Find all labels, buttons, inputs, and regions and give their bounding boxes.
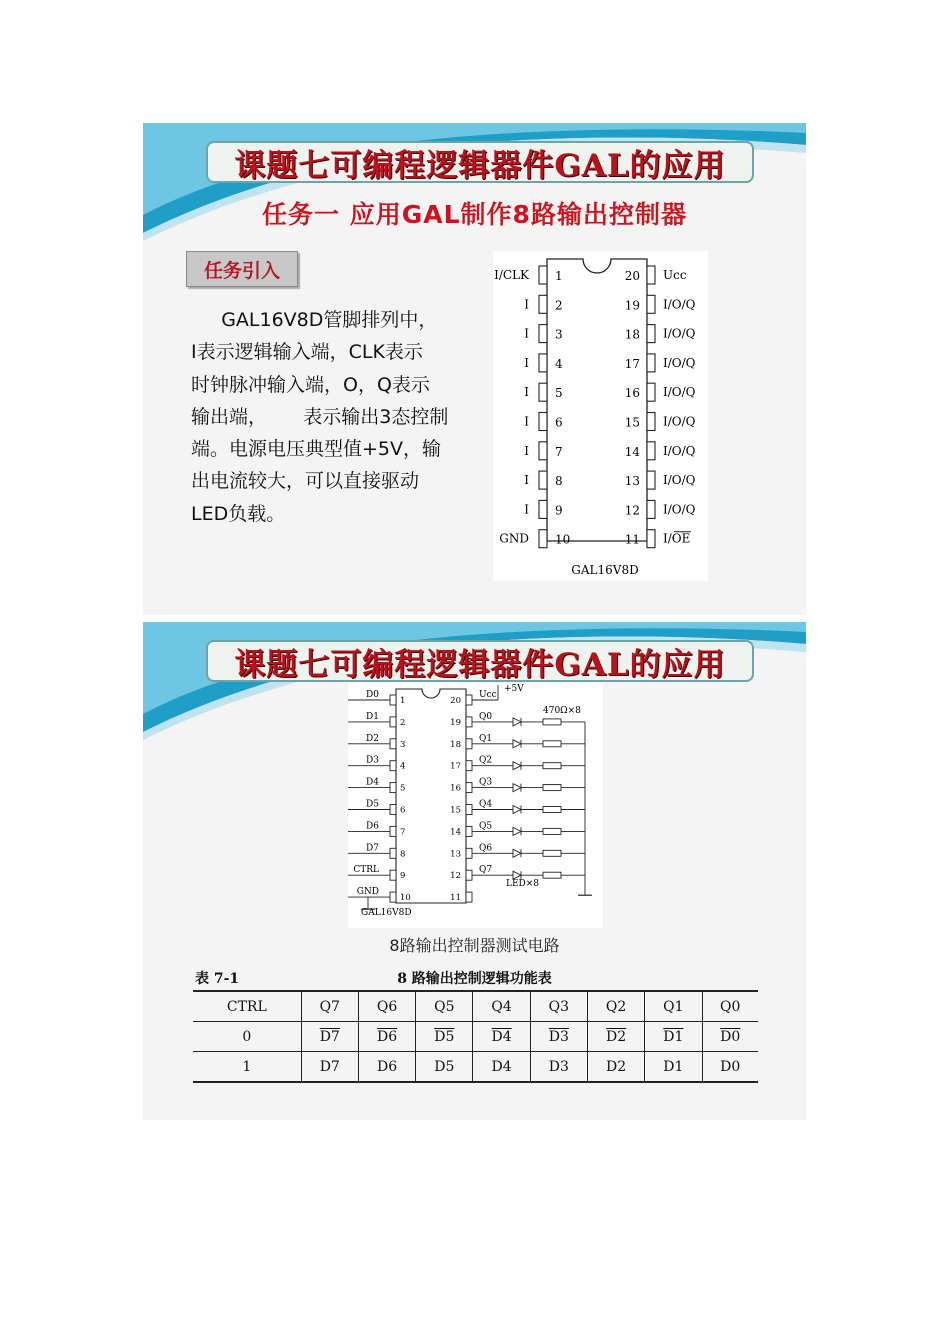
table-cell: D1 (645, 1052, 702, 1083)
table-header-cell: Q7 (301, 991, 358, 1022)
pin-label: Q2 (479, 755, 493, 766)
paragraph-line: 输出端， 表示输出3态控制 (191, 405, 449, 428)
pin-label: I/O/Q (663, 502, 696, 517)
pin-box (539, 266, 547, 284)
table-cell: D3 (530, 1052, 587, 1083)
pin-number: 18 (624, 327, 640, 342)
pin-number: 9 (400, 871, 406, 882)
pin-number: 9 (555, 503, 563, 518)
resistor-icon (543, 850, 561, 856)
pin-box (647, 383, 655, 401)
pin-number: 6 (555, 415, 563, 430)
table-cell: D5 (416, 1052, 473, 1083)
table-row (193, 1022, 758, 1052)
pin-label: Q7 (479, 865, 493, 876)
pin-label: I (524, 502, 529, 517)
led-label: LED×8 (506, 879, 540, 889)
table-cell: D5 (416, 1022, 473, 1052)
pin-label: I (524, 297, 529, 312)
resistor-icon (543, 807, 561, 813)
resistor-icon (543, 785, 561, 791)
pin-label: Q4 (479, 799, 493, 810)
table-cell: D3 (530, 1022, 587, 1052)
pin-label: GND (499, 531, 529, 546)
table-header-row (193, 991, 758, 1022)
pin-number: 20 (450, 696, 461, 706)
pin-box (647, 325, 655, 343)
pin-number: 4 (400, 761, 406, 772)
slide-1 (143, 123, 806, 615)
pin-number: 17 (450, 761, 461, 772)
table-number: 表 7-1 (195, 971, 240, 987)
pin-number: 7 (555, 444, 563, 459)
table-cell: D0 (702, 1022, 758, 1052)
pin-number: 6 (400, 805, 406, 816)
table-cell: D4 (473, 1022, 530, 1052)
pin-box (647, 295, 655, 313)
pin-box (466, 761, 472, 771)
pin-label: Q3 (479, 777, 493, 788)
pin-number: 20 (624, 269, 640, 283)
pin-number: 14 (624, 444, 640, 459)
pin-number: 3 (400, 739, 406, 750)
pin-label: D7 (366, 843, 379, 854)
resistor-icon (543, 741, 561, 747)
pin-box (539, 413, 547, 431)
pin-label: D5 (366, 799, 379, 810)
pin-number: 19 (624, 298, 640, 313)
pin-box (539, 325, 547, 343)
pin-box (466, 892, 472, 902)
table-row (193, 1052, 758, 1083)
pin-number: 13 (624, 474, 640, 489)
table-cell: D7 (301, 1022, 358, 1052)
table-cell: 1 (242, 1058, 252, 1075)
pin-label: Q6 (479, 843, 493, 854)
pin-box (466, 848, 472, 858)
pin-box (647, 500, 655, 518)
pin-box (539, 471, 547, 489)
table-cell: D2 (587, 1022, 644, 1052)
pin-label: I (524, 326, 529, 341)
pin-label: I (524, 473, 529, 488)
pin-box (539, 383, 547, 401)
table-cell: D7 (301, 1052, 358, 1083)
pin-label: I/O/Q (663, 355, 696, 370)
pin-label: D6 (366, 821, 379, 832)
pin-number: 10 (400, 893, 411, 904)
pin-number: 11 (450, 893, 461, 904)
slide-title-box (206, 141, 754, 183)
table-title: 8 路输出控制逻辑功能表 (397, 971, 552, 987)
pin-box (390, 717, 396, 727)
circuit-chip-name: GAL16V8D (361, 908, 412, 918)
table-cell: D1 (645, 1022, 702, 1052)
pin-number: 14 (450, 827, 461, 838)
pin-label: GND (356, 887, 379, 898)
paragraph-line: 端。电源电压典型值+5V，输 (191, 438, 442, 461)
paragraph-line: LED负载。 (191, 502, 286, 525)
pin-box (647, 471, 655, 489)
pin-label: I/OE (663, 531, 691, 546)
pin-label: I/O/Q (663, 297, 696, 312)
table-header-cell: Q2 (587, 991, 644, 1022)
table-header-cell: Q4 (473, 991, 530, 1022)
table-cell: D4 (473, 1052, 530, 1083)
table-header-cell: Q0 (702, 991, 758, 1022)
pin-label: D4 (366, 777, 379, 788)
table-header-cell: Q6 (358, 991, 415, 1022)
table-cell: D6 (358, 1052, 415, 1083)
paragraph-line: GAL16V8D管脚排列中， (191, 309, 438, 331)
pin-box (390, 761, 396, 771)
pin-box (390, 826, 396, 836)
pin-label: Q0 (479, 711, 493, 722)
pin-box (647, 266, 655, 284)
pin-number: 12 (450, 871, 461, 882)
table-cell: D0 (702, 1052, 758, 1083)
resistor-icon (543, 872, 561, 878)
pin-label: I (524, 355, 529, 370)
pin-number: 7 (400, 827, 406, 838)
pin-number: 11 (624, 532, 640, 547)
pin-box (390, 783, 396, 793)
intro-paragraph (191, 304, 491, 530)
slide-subtitle: 任务一 应用GAL制作8路输出控制器 (262, 200, 687, 229)
pin-label: I/O/Q (663, 326, 696, 341)
pin-box (390, 848, 396, 858)
pin-box (539, 354, 547, 372)
pin-label: Q1 (479, 733, 493, 744)
slide-2 (143, 622, 806, 1120)
pin-label: I/O/Q (663, 443, 696, 458)
pin-label: I (524, 443, 529, 458)
chip-name-label: GAL16V8D (571, 563, 639, 577)
pin-box (539, 500, 547, 518)
pin-label: D3 (366, 755, 379, 766)
pin-box (647, 354, 655, 372)
pin-number: 19 (450, 717, 461, 728)
table-header-cell: Q1 (645, 991, 702, 1022)
pin-label: Ucc (663, 268, 687, 282)
pin-box (647, 442, 655, 460)
gal16v8d-pinout-diagram (493, 251, 708, 581)
circuit-caption: 8路输出控制器测试电路 (389, 936, 560, 955)
pin-number: 3 (555, 327, 563, 342)
pin-number: 2 (555, 298, 563, 313)
pin-number: 18 (450, 739, 461, 750)
pin-number: 8 (555, 474, 563, 489)
supply-label: +5V (504, 684, 524, 694)
pin-number: 15 (624, 415, 640, 430)
table-cell: D6 (358, 1022, 415, 1052)
pin-box (466, 783, 472, 793)
pin-number: 13 (450, 849, 461, 860)
task-intro-box (186, 251, 298, 287)
pin-label: I/O/Q (663, 414, 696, 429)
pin-number: 16 (450, 783, 461, 794)
pin-box (390, 739, 396, 749)
pin-box (466, 739, 472, 749)
pin-number: 16 (624, 386, 640, 401)
pin-label: I/O/Q (663, 473, 696, 488)
pin-number: 10 (555, 532, 571, 547)
table-cell: D2 (587, 1052, 644, 1083)
table-header-cell: Q5 (416, 991, 473, 1022)
slide-title: 课题七可编程逻辑器件GAL的应用 (234, 147, 726, 184)
logic-function-table (193, 990, 758, 1083)
pin-box (647, 413, 655, 431)
pin-number: 5 (555, 386, 563, 401)
pin-box (466, 826, 472, 836)
pin-box (466, 717, 472, 727)
pin-label: I (524, 385, 529, 400)
pin-label: D0 (366, 690, 379, 700)
pin-label: D1 (366, 711, 379, 722)
pin-number: 15 (450, 805, 461, 816)
table-header-cell: CTRL (226, 998, 267, 1015)
paragraph-line: 出电流较大，可以直接驱动 (191, 470, 420, 493)
pin-number: 1 (555, 269, 563, 283)
resistor-icon (543, 763, 561, 769)
pin-box (466, 805, 472, 815)
pin-box (390, 695, 396, 705)
pin-label: I (524, 414, 529, 429)
pin-number: 2 (400, 717, 406, 728)
pin-box (539, 442, 547, 460)
pin-box (390, 870, 396, 880)
pin-number: 1 (400, 696, 406, 706)
pin-box (466, 870, 472, 880)
resistor-icon (543, 828, 561, 834)
pin-number: 5 (400, 783, 406, 794)
pin-box (466, 695, 472, 705)
pin-label: I/CLK (494, 268, 529, 282)
pin-label: Ucc (479, 690, 497, 700)
pin-number: 8 (400, 849, 406, 860)
paragraph-line: 时钟脉冲输入端，O，Q表示 (191, 373, 430, 396)
slide-title: 课题七可编程逻辑器件GAL的应用 (234, 646, 726, 683)
pin-box (539, 295, 547, 313)
pin-box (390, 892, 396, 902)
resistor-icon (543, 719, 561, 725)
table-header-cell: Q3 (530, 991, 587, 1022)
paragraph-line: I表示逻辑输入端，CLK表示 (191, 341, 423, 364)
slide-title-box (206, 640, 754, 682)
pin-box (390, 805, 396, 815)
pin-label: D2 (366, 733, 379, 744)
resistor-label: 470Ω×8 (543, 706, 581, 716)
pin-number: 17 (624, 356, 640, 371)
table-cell: 0 (242, 1028, 252, 1045)
pin-label: CTRL (353, 865, 379, 876)
pin-box (647, 530, 655, 548)
pin-number: 12 (624, 503, 640, 518)
pin-label: Q5 (479, 821, 493, 832)
pin-label: I/O/Q (663, 385, 696, 400)
task-intro-label: 任务引入 (203, 259, 280, 282)
pin-number: 4 (555, 356, 563, 371)
test-circuit-diagram (348, 683, 603, 928)
pin-box (539, 530, 547, 548)
